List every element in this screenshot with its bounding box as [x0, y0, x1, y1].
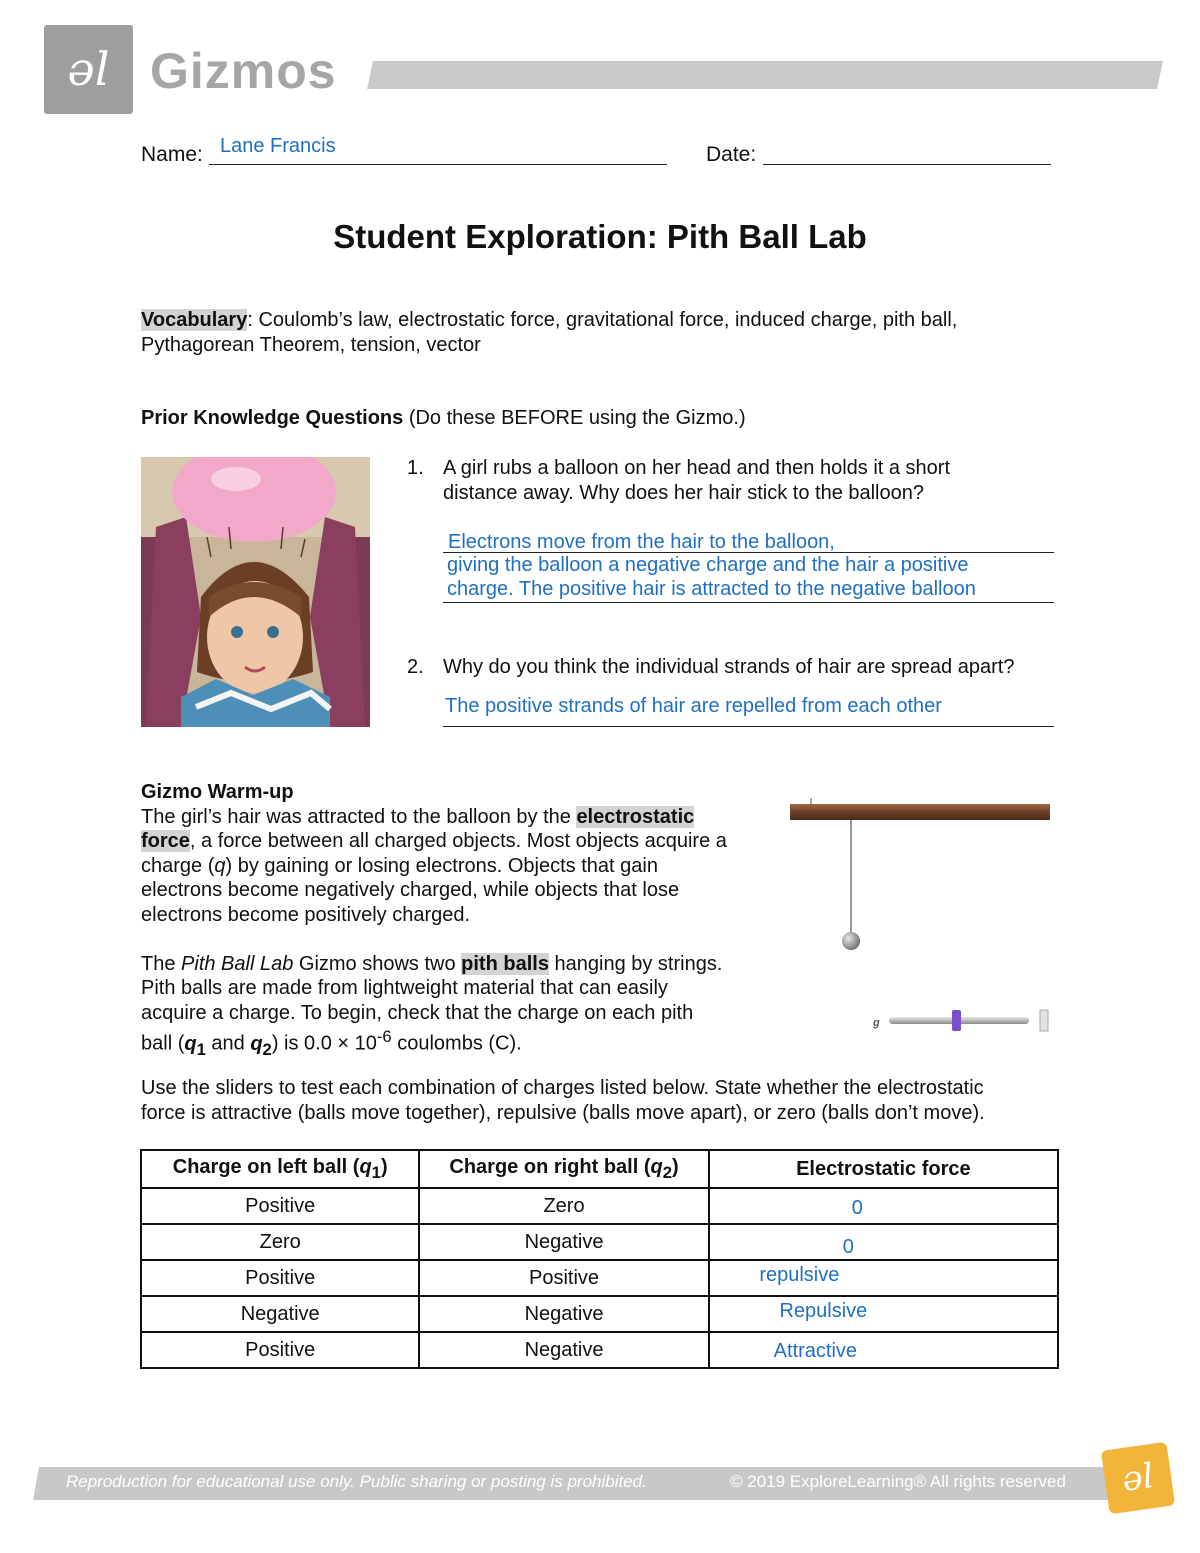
answer-1-line-2[interactable]: giving the balloon a negative charge and the hair a positive — [447, 554, 969, 576]
header-text: Charge on left ball ( — [172, 1155, 360, 1178]
warmup-text: electrons become positively charged. — [141, 903, 471, 926]
prior-heading-note: (Do these BEFORE using the Gizmo.) — [403, 407, 746, 429]
cell-force-answer[interactable] — [709, 1332, 1058, 1368]
table-row — [141, 1260, 1058, 1296]
warmup-text: acquire a charge. To begin, check that the charge on each pith — [141, 1001, 694, 1024]
answer-text: Attractive — [773, 1339, 858, 1362]
gizmo-name: Pith Ball Lab — [181, 952, 294, 975]
date-label: Date: — [706, 143, 757, 166]
name-label: Name: — [141, 143, 203, 166]
question-1 — [443, 456, 1063, 505]
table-row — [141, 1296, 1058, 1332]
vocabulary — [141, 308, 1101, 357]
answer-text: 0 — [842, 1235, 854, 1258]
instructions-line-2: force is attractive (balls move together), repulsive (balls move apart), or zero (balls don’t move). — [141, 1101, 985, 1124]
name-line — [209, 164, 667, 165]
date-line[interactable] — [763, 164, 1051, 165]
warmup-text: ) by gaining or losing electrons. Objects that gain — [225, 854, 658, 877]
instructions-line-1: Use the sliders to test each combination of charges listed below. State whether the electrostatic — [141, 1077, 984, 1099]
answer-1-line-1[interactable]: Electrons move from the hair to the balloon, — [448, 531, 835, 553]
table-row — [141, 1332, 1058, 1368]
footer-notice: Reproduction for educational use only. Public sharing or posting is prohibited. — [66, 1472, 647, 1491]
cell-left-charge: Negative — [141, 1296, 419, 1332]
symbol-q: q — [359, 1155, 372, 1178]
warmup-text: hanging by strings. — [548, 952, 723, 975]
subscript: 1 — [371, 1162, 381, 1182]
symbol-q: q — [214, 854, 226, 877]
cell-right-charge: Negative — [419, 1332, 708, 1368]
exponent: -6 — [376, 1027, 392, 1046]
cell-left-charge: Positive — [141, 1332, 419, 1368]
cell-right-charge: Negative — [419, 1296, 708, 1332]
symbol-q2: q — [250, 1032, 263, 1055]
gizmos-logo — [44, 25, 133, 114]
cell-right-charge: Negative — [419, 1224, 708, 1260]
explorelearning-logo — [1101, 1442, 1175, 1515]
header-electrostatic-force: Electrostatic force — [709, 1150, 1058, 1188]
question-1-line-2: distance away. Why does her hair stick to the balloon? — [443, 481, 924, 504]
answer-1-rule-1 — [443, 552, 1054, 553]
brand-name: Gizmos — [150, 43, 337, 99]
header-text: ) — [380, 1155, 388, 1178]
warmup-text: The girl’s hair was attracted to the balloon by the — [141, 805, 577, 828]
logo-glyph: ǝl — [67, 42, 110, 96]
warmup-text: ball ( — [141, 1032, 185, 1055]
warmup-text: coulombs (C). — [391, 1032, 522, 1055]
symbol-q: q — [650, 1155, 663, 1178]
answer-2-rule — [443, 726, 1054, 727]
footer-logo-glyph: ǝl — [1119, 1456, 1157, 1500]
prior-heading-text: Prior Knowledge Questions — [141, 407, 404, 429]
subscript-1: 1 — [196, 1039, 206, 1059]
header-text: ) — [672, 1155, 679, 1178]
answer-1-line-3[interactable]: charge. The positive hair is attracted to the negative balloon — [447, 578, 976, 600]
header-bar — [367, 61, 1163, 89]
pith-ball — [842, 932, 860, 950]
warmup-text: Pith balls are made from lightweight material that can easily — [141, 977, 668, 999]
answer-text: repulsive — [759, 1263, 840, 1286]
term-force: force — [141, 830, 190, 852]
answer-text: 0 — [851, 1196, 863, 1219]
table-row — [141, 1188, 1058, 1224]
warmup-heading: Gizmo Warm-up — [141, 781, 294, 803]
term-pith-balls: pith balls — [461, 952, 549, 975]
cell-force-answer[interactable] — [709, 1224, 1058, 1260]
slider-label: g — [873, 1017, 880, 1029]
pith-ball-apparatus — [785, 795, 1055, 1045]
prior-knowledge-heading — [141, 406, 746, 431]
cell-right-charge: Zero — [419, 1188, 708, 1224]
warmup-text: charge ( — [141, 854, 215, 877]
table-row — [141, 1224, 1058, 1260]
question-1-line-1: A girl rubs a balloon on her head and then holds it a short — [443, 457, 951, 479]
warmup-text: , a force between all charged objects. Most objects acquire a — [189, 830, 727, 852]
warmup-section — [141, 780, 791, 1062]
warmup-text: electrons become negatively charged, while objects that lose — [141, 879, 680, 901]
vocabulary-terms-1: : Coulomb’s law, electrostatic force, gravitational force, induced charge, pith ball, — [247, 309, 958, 331]
answer-1-rule-2 — [443, 602, 1054, 603]
cell-force-answer[interactable] — [709, 1296, 1058, 1332]
answer-text: Repulsive — [779, 1299, 868, 1322]
question-1-number: 1. — [407, 457, 424, 479]
wooden-rod — [790, 804, 1050, 820]
cell-left-charge: Zero — [141, 1224, 419, 1260]
warmup-text: The — [141, 952, 182, 975]
page-title: Student Exploration: Pith Ball Lab — [333, 218, 867, 255]
cell-left-charge: Positive — [141, 1188, 419, 1224]
vocabulary-label: Vocabulary — [141, 309, 248, 331]
cell-force-answer[interactable] — [709, 1188, 1058, 1224]
slider-value-box[interactable] — [1040, 1010, 1048, 1031]
header-text: Charge on right ball ( — [449, 1155, 651, 1178]
cell-force-answer[interactable] — [709, 1260, 1058, 1296]
cell-right-charge: Positive — [419, 1260, 708, 1296]
warmup-text: ) is 0.0 × 10 — [271, 1032, 377, 1055]
girl-balloon-photo — [141, 457, 370, 727]
warmup-text: Gizmo shows two — [293, 952, 462, 975]
answer-2[interactable]: The positive strands of hair are repelled from each other — [445, 695, 942, 717]
footer-copyright: © 2019 ExploreLearning® All rights reserved — [730, 1472, 1066, 1491]
header-left-charge — [141, 1150, 419, 1188]
vocabulary-terms-2: Pythagorean Theorem, tension, vector — [141, 333, 481, 356]
term-electrostatic: electrostatic — [576, 805, 695, 828]
warmup-text: and — [205, 1032, 251, 1055]
header-right-charge — [419, 1150, 708, 1188]
instructions — [141, 1076, 1071, 1125]
name-value[interactable]: Lane Francis — [220, 135, 336, 157]
symbol-q1: q — [184, 1032, 197, 1055]
subscript: 2 — [662, 1162, 672, 1182]
question-2: Why do you think the individual strands of hair are spread apart? — [443, 656, 1015, 678]
photo-illustration — [141, 457, 370, 727]
question-2-number: 2. — [407, 656, 424, 678]
cell-left-charge: Positive — [141, 1260, 419, 1296]
slider-thumb[interactable] — [952, 1010, 961, 1031]
charge-results-table — [140, 1149, 1059, 1369]
table-header-row — [141, 1150, 1058, 1188]
subscript-2: 2 — [262, 1039, 272, 1059]
